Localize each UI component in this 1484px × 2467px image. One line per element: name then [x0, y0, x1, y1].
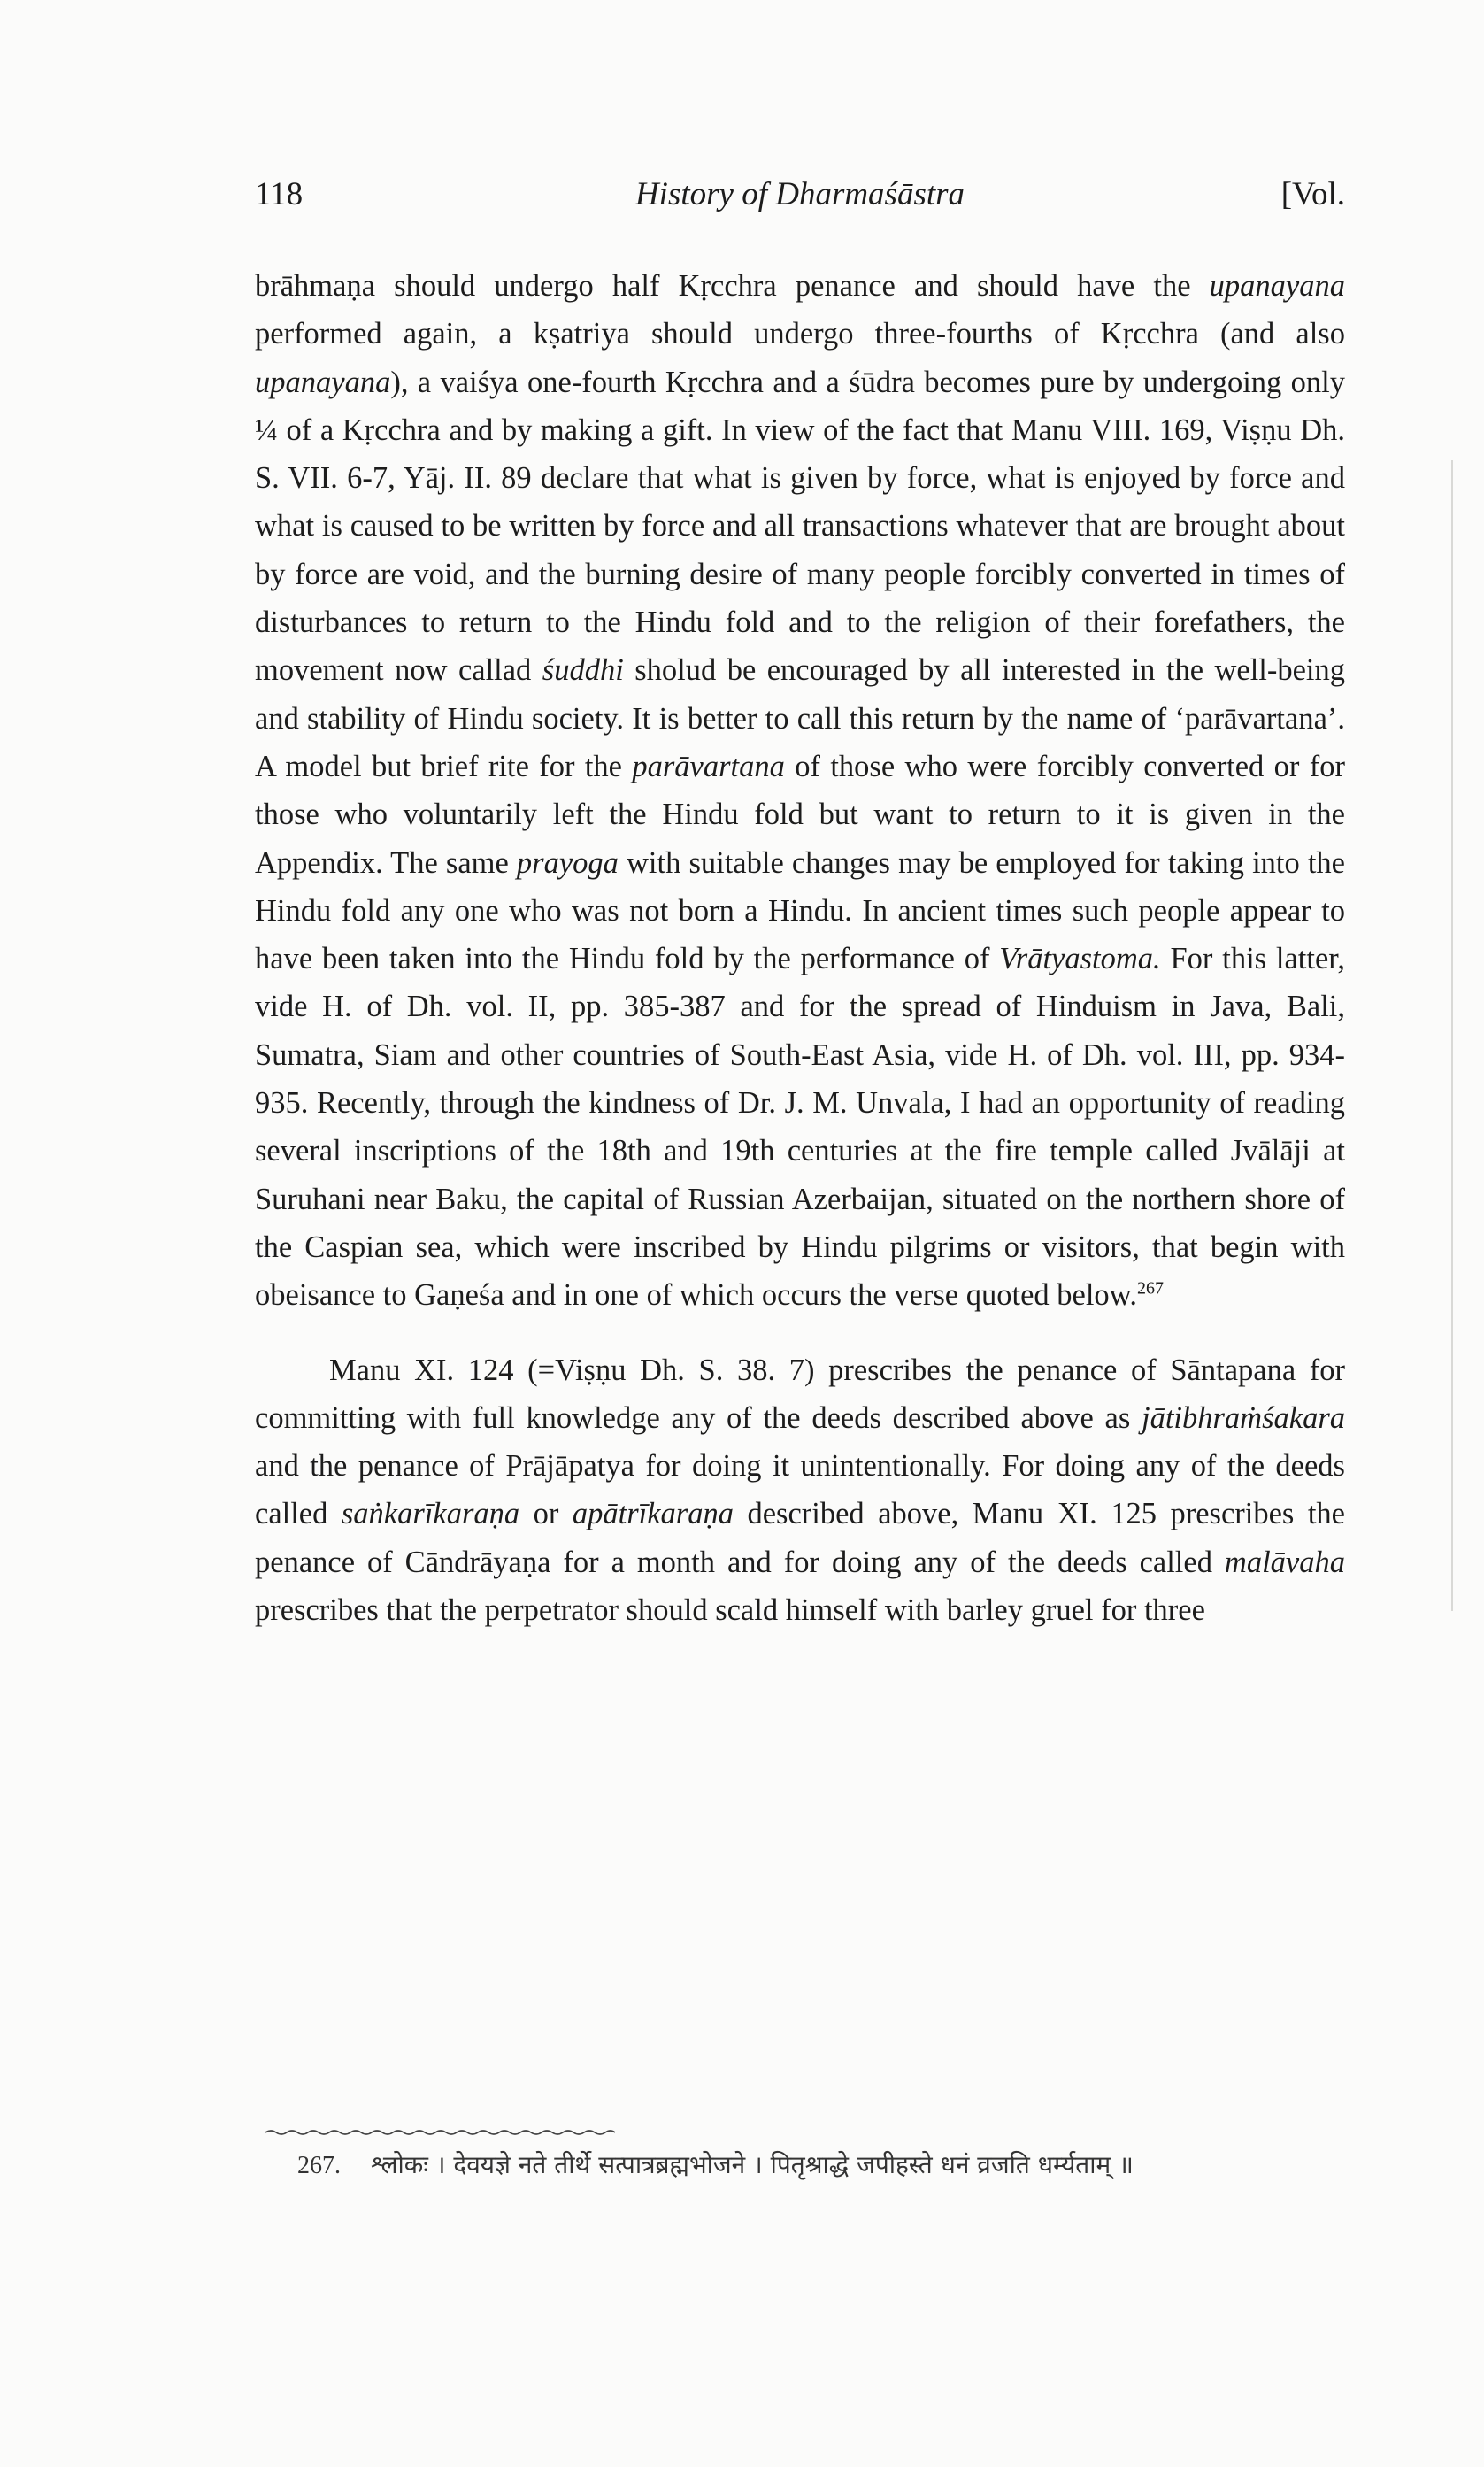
paragraph-1: [255, 262, 1345, 1320]
text-run: Manu XI. 124 (=Viṣṇu Dh. S. 38. 7) prescribes the penance of Sāntapana for committing with full knowledge any of the deeds described above as: [255, 1353, 1345, 1435]
page-header: [255, 175, 1345, 225]
italic-term: Vrātyastoma.: [999, 942, 1161, 976]
text-run: prescribes that the perpetrator should scald himself with barley gruel for three: [255, 1593, 1205, 1628]
text-run: and the penance of Prājāpatya for doing it unintentionally. For doing any of the deeds called: [255, 1449, 1345, 1531]
footnote-number: 267.: [297, 2152, 341, 2179]
footnote-267: [255, 2142, 1345, 2189]
italic-term: prayoga: [516, 845, 619, 880]
page-number: 118: [255, 176, 304, 212]
italic-term: saṅkarīkaraṇa: [341, 1497, 520, 1531]
text-run: brāhmaṇa should undergo half Kṛcchra penance and should have the: [255, 269, 1210, 303]
footnote-separator: [265, 2129, 615, 2136]
text-run: or: [519, 1497, 573, 1531]
italic-term: parāvartana: [632, 749, 785, 783]
scan-edge-shadow: [1451, 460, 1453, 1611]
footnote-text: श्लोकः । देवयज्ञे नते तीर्थे सत्पात्रब्रह्मभोजने । पितृश्राद्धे जपीहस्ते धनं व्रजति धर्म्यताम् ॥: [371, 2150, 1134, 2179]
italic-term: upanayana: [1209, 269, 1345, 303]
body-text: [255, 262, 1345, 1634]
italic-term: malāvaha: [1224, 1545, 1345, 1579]
volume-mark: [Vol.: [1280, 176, 1345, 212]
footnote-reference: 267: [1136, 1278, 1164, 1299]
paragraph-2: [255, 1346, 1345, 1635]
text-run: with suitable changes may be employed for taking into the Hindu fold any one who was not born a Hindu. In ancient times such people appear to have been taken into the Hindu fold by the performance of: [255, 845, 1345, 976]
text-run: sholud be encouraged by all interested in the well-being and stability of Hindu society. It is better to call this return by the name of ‘parāvartana’. A model but brief rite for the: [255, 653, 1345, 783]
text-run: For this latter, vide H. of Dh. vol. II, pp. 385-387 and for the spread of Hinduism in Java, Bali, Sumatra, Siam and other countries of South-East Asia, vide H. of Dh. vol. III, pp. 934-935. Recently, through the kindness of Dr. J. M. Unvala, I had an opportunity of reading several inscriptions of the 18th and 19th centuries at the fire temple called Jvālāji at Suruhani near Baku, the capital of Russian Azerbaijan, situated on the northern shore of the Caspian sea, which were inscribed by Hindu pilgrims or visitors, that begin with obeisance to Gaṇeśa and in one of which occurs the verse quoted below.: [255, 942, 1346, 1313]
running-title: History of Dharmaśāstra: [634, 176, 965, 212]
italic-term: apātrīkaraṇa: [572, 1497, 734, 1531]
italic-term: jātibhraṁśakara: [1141, 1400, 1345, 1435]
text-run: performed again, a kṣatriya should undergo three-fourths of Kṛcchra (and also: [255, 317, 1345, 351]
text-run: ), a vaiśya one-fourth Kṛcchra and a śūdra becomes pure by undergoing only ¼ of a Kṛcchra and by making a gift. In view of the fact that Manu VIII. 169, Viṣṇu Dh. S. VII. 6-7, Yāj. II. 89 declare that what is given by force, what is enjoyed by force and what is caused to be written by force and all transactions whatever that are brought about by force are void, and the burning desire of many people forcibly converted in times of disturbances to return to the Hindu fold and to the religion of their forefathers, the movement now callad: [255, 365, 1345, 688]
text-run: of those who were forcibly converted or for those who voluntarily left the Hindu fold but want to return to it is given in the Appendix. The same: [255, 749, 1345, 880]
italic-term: śuddhi: [542, 653, 624, 688]
text-run: described above, Manu XI. 125 prescribes the penance of Cāndrāyaṇa for a month and for doing any of the deeds called: [255, 1497, 1345, 1579]
italic-term: upanayana: [255, 365, 391, 399]
